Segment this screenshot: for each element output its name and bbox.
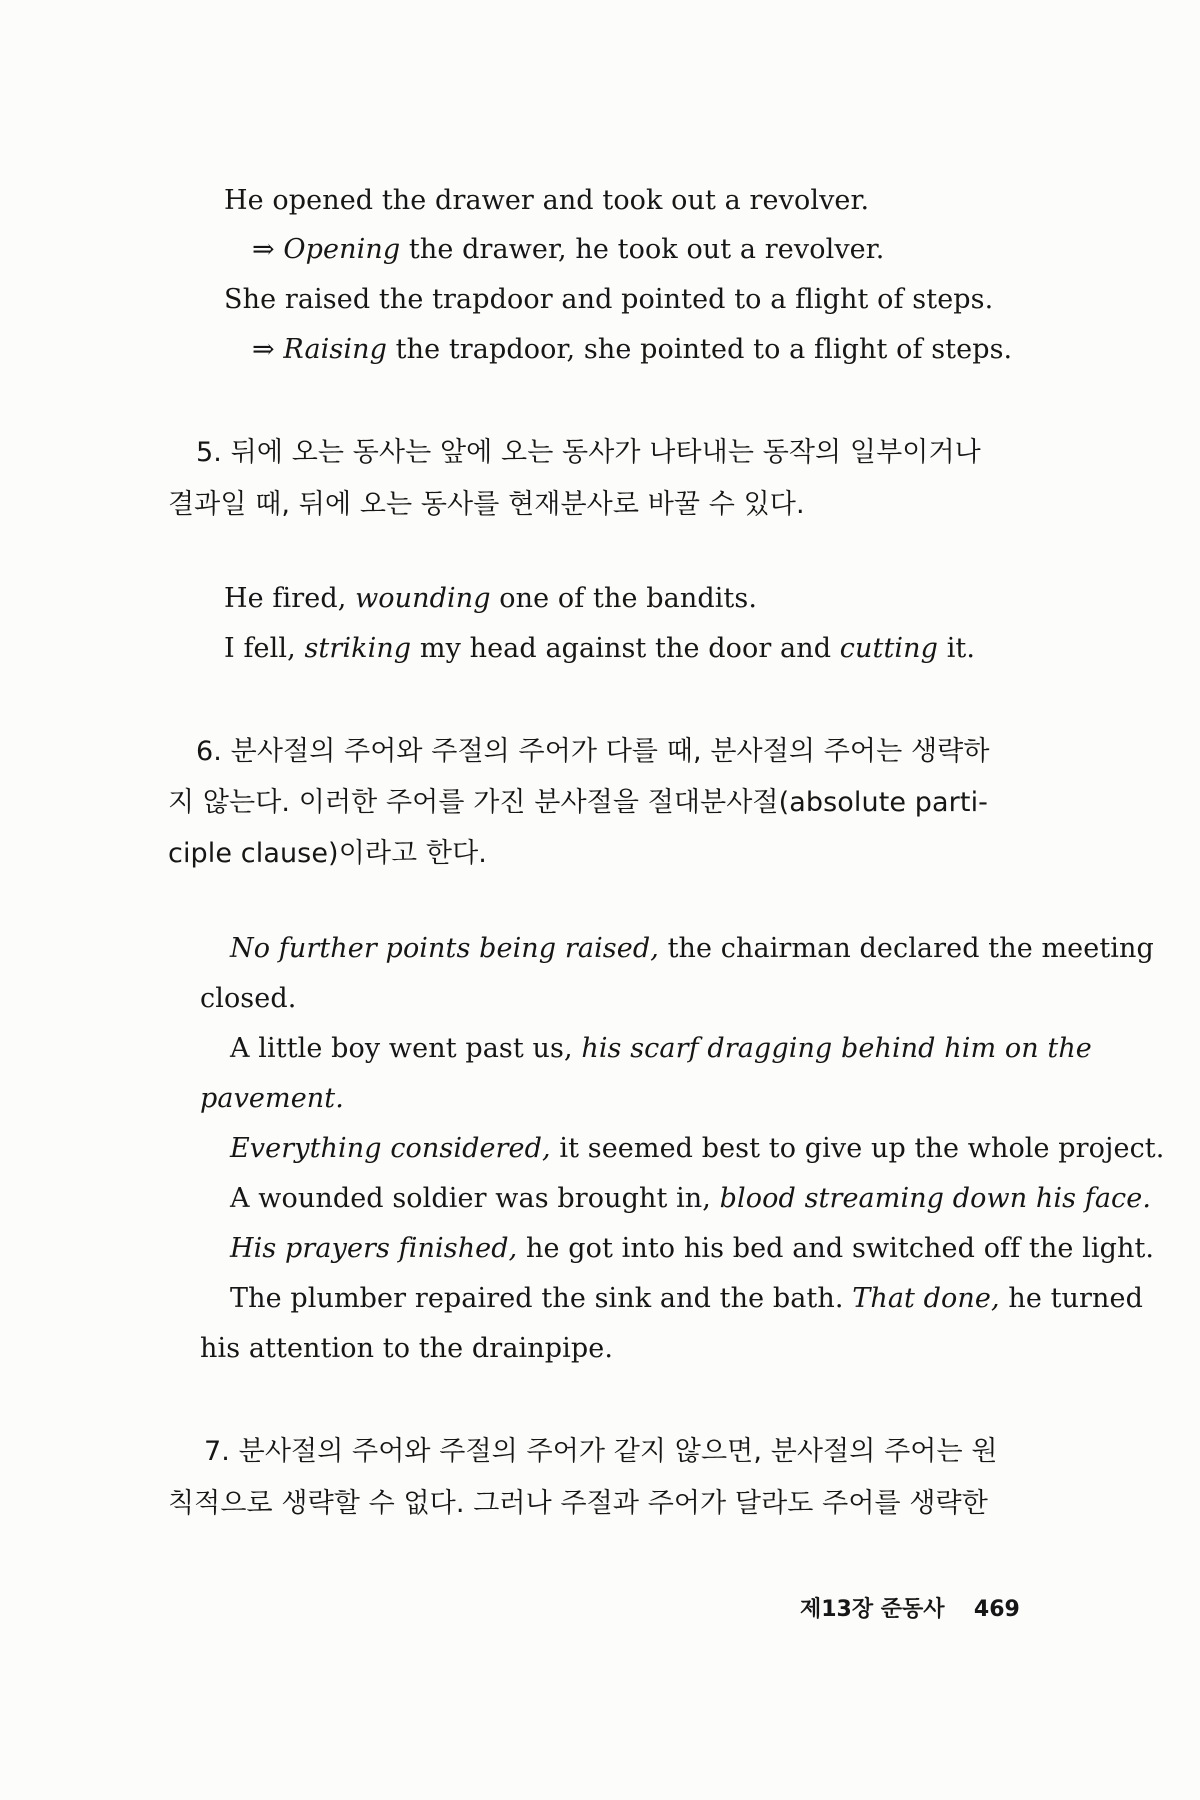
example-sentence	[230, 1133, 1164, 1165]
sentence-text: A wounded soldier was brought in,	[230, 1183, 720, 1214]
absolute-clause-emphasis: blood streaming down his face.	[719, 1183, 1152, 1214]
implies-arrow-icon: ⇒	[252, 334, 275, 365]
sentence-text: it seemed best to give up the whole project.	[550, 1133, 1165, 1164]
sentence-text: I fell,	[224, 633, 305, 664]
implies-arrow-icon: ⇒	[252, 234, 275, 265]
sentence-text: A little boy went past us,	[230, 1033, 582, 1064]
absolute-clause-emphasis: his scarf dragging behind him on the	[581, 1033, 1092, 1064]
absolute-clause-emphasis: No further points being raised,	[230, 933, 659, 964]
rule-text: 칙적으로 생략할 수 없다. 그러나 주절과 주어가 달라도 주어를 생략한	[168, 1488, 988, 1519]
sentence-text: The plumber repaired the sink and the bath.	[230, 1283, 853, 1314]
rule-6-line-1	[196, 736, 990, 768]
sentence-text: one of the bandits.	[490, 583, 758, 614]
rule-text: ciple clause)이라고 한다.	[168, 838, 487, 869]
rule-text: 6. 분사절의 주어와 주절의 주어가 다를 때, 분사절의 주어는 생략하	[196, 736, 990, 767]
example-sentence-transformed	[252, 334, 1012, 366]
absolute-clause-emphasis: His prayers finished,	[230, 1233, 518, 1264]
sentence-text: he got into his bed and switched off the light.	[517, 1233, 1155, 1264]
example-sentence	[230, 1033, 1092, 1065]
participle-emphasis: Raising	[283, 334, 387, 365]
rule-text: 5. 뒤에 오는 동사는 앞에 오는 동사가 나타내는 동작의 일부이거나	[196, 437, 981, 468]
example-sentence-continuation	[200, 1083, 344, 1115]
rule-7-line-2	[168, 1488, 988, 1520]
example-sentence	[224, 583, 757, 615]
example-sentence	[230, 1283, 1143, 1315]
sentence-text: the trapdoor, she pointed to a flight of steps.	[386, 334, 1013, 365]
sentence-text: closed.	[200, 983, 297, 1014]
absolute-clause-emphasis: That done,	[852, 1283, 1000, 1314]
absolute-clause-emphasis: Everything considered,	[230, 1133, 551, 1164]
sentence-text: the chairman declared the meeting	[658, 933, 1154, 964]
participle-emphasis: striking	[304, 633, 412, 664]
example-sentence	[230, 1233, 1154, 1265]
rule-text: 7. 분사절의 주어와 주절의 주어가 같지 않으면, 분사절의 주어는 원	[204, 1436, 998, 1467]
example-sentence	[230, 933, 1154, 965]
sentence-text: He fired,	[224, 583, 356, 614]
rule-5-line-1	[196, 437, 981, 469]
sentence-text: my head against the door and	[411, 633, 840, 664]
example-sentence	[224, 284, 993, 316]
rule-6-line-2	[168, 787, 988, 819]
sentence-text: He opened the drawer and took out a revolver.	[224, 185, 870, 216]
absolute-clause-emphasis: pavement.	[200, 1083, 344, 1114]
example-sentence	[224, 633, 975, 665]
rule-7-line-1	[204, 1436, 998, 1468]
sentence-text: the drawer, he took out a revolver.	[400, 234, 885, 265]
example-sentence-transformed	[252, 234, 884, 266]
rule-5-line-2	[168, 489, 805, 521]
participle-emphasis: wounding	[355, 583, 491, 614]
sentence-text: She raised the trapdoor and pointed to a flight of steps.	[224, 284, 994, 315]
sentence-text: it.	[938, 633, 976, 664]
chapter-label: 제13장 준동사	[800, 1597, 945, 1622]
participle-emphasis: Opening	[283, 234, 401, 265]
page-number: 469	[973, 1597, 1020, 1622]
rule-text: 결과일 때, 뒤에 오는 동사를 현재분사로 바꿀 수 있다.	[168, 489, 805, 520]
rule-text: 지 않는다. 이러한 주어를 가진 분사절을 절대분사절(absolute parti-	[168, 787, 989, 818]
rule-6-line-3	[168, 838, 487, 870]
participle-emphasis: cutting	[839, 633, 939, 664]
sentence-text: he turned	[999, 1283, 1144, 1314]
page-footer	[800, 1596, 1020, 1624]
sentence-text: his attention to the drainpipe.	[200, 1333, 614, 1364]
example-sentence-continuation	[200, 983, 296, 1015]
example-sentence-continuation	[200, 1333, 613, 1365]
example-sentence	[224, 185, 869, 217]
example-sentence	[230, 1183, 1151, 1215]
